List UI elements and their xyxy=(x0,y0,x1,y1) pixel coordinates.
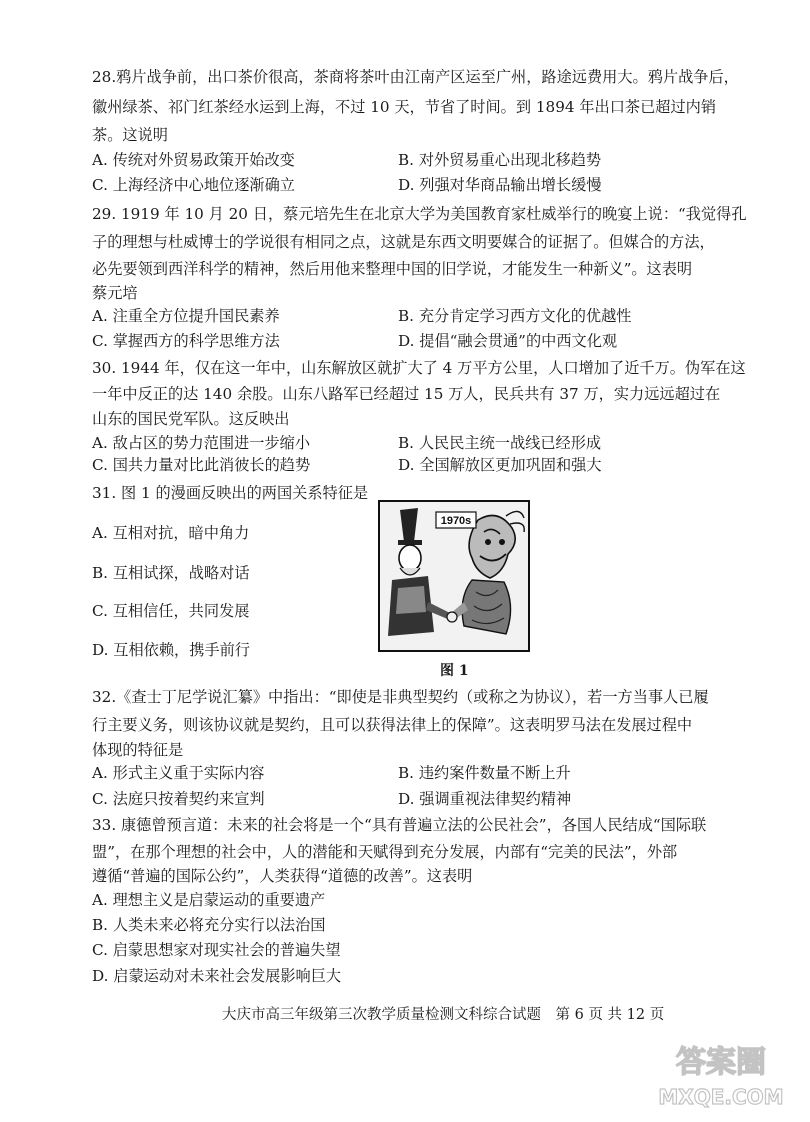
q28-line-1: 28.鸦片战争前，出口茶价很高，茶商将茶叶由江南产区运至广州，路途远费用大。鸦片战争后， xyxy=(92,68,739,86)
q33-option-b: B. 人类未来必将充分实行以法治国 xyxy=(92,916,326,934)
figure-year-label: 1970s xyxy=(440,515,472,527)
q31-line-1: 31. 图 1 的漫画反映出的两国关系特征是 xyxy=(92,484,369,502)
q31-option-c: C. 互相信任，共同发展 xyxy=(92,602,250,620)
q29-line-1: 29. 1919 年 10 月 20 日，蔡元培先生在北京大学为美国教育家杜威举行的晚宴上说：“我觉得孔 xyxy=(92,205,747,223)
q31-option-d: D. 互相依赖，携手前行 xyxy=(92,641,250,659)
q33-option-c: C. 启蒙思想家对现实社会的普遍失望 xyxy=(92,941,341,959)
cartoon-illustration xyxy=(380,502,528,650)
q32-option-c: C. 法庭只按着契约来宣判 xyxy=(92,790,265,808)
q30-option-a: A. 敌占区的势力范围进一步缩小 xyxy=(92,434,311,452)
q28-option-c: C. 上海经济中心地位逐渐确立 xyxy=(92,176,295,194)
q33-option-a: A. 理想主义是启蒙运动的重要遗产 xyxy=(92,891,326,909)
q33-line-1: 33. 康德曾预言道：未来的社会将是一个“具有普遍立法的公民社会”，各国人民结成“国际联 xyxy=(92,816,707,834)
q32-line-2: 行主要义务，则该协议就是契约，且可以获得法律上的保障”。这表明罗马法在发展过程中 xyxy=(92,716,693,734)
watermark-top: 答案圈 xyxy=(676,1045,766,1080)
q32-option-b: B. 违约案件数量不断上升 xyxy=(398,764,571,782)
q29-line-2: 子的理想与杜威博士的学说很有相同之点，这就是东西文明要媒合的证据了。但媒合的方法， xyxy=(92,233,715,251)
q29-option-c: C. 掌握西方的科学思维方法 xyxy=(92,332,280,350)
q30-option-d: D. 全国解放区更加巩固和强大 xyxy=(398,456,602,474)
q31-option-a: A. 互相对抗，暗中角力 xyxy=(92,524,250,542)
q28-option-d: D. 列强对华商品输出增长缓慢 xyxy=(398,176,602,194)
q30-option-b: B. 人民民主统一战线已经形成 xyxy=(398,434,602,452)
q28-option-b: B. 对外贸易重心出现北移趋势 xyxy=(398,151,602,169)
q29-option-b: B. 充分肯定学习西方文化的优越性 xyxy=(398,307,632,325)
q28-line-2: 徽州绿茶、祁门红茶经水运到上海，不过 10 天，节省了时间。到 1894 年出口茶已超过内销 xyxy=(92,98,717,116)
q29-line-4: 蔡元培 xyxy=(92,284,138,302)
watermark-bottom: MXQE.COM xyxy=(658,1085,784,1109)
q32-line-3: 体现的特征是 xyxy=(92,741,184,759)
q28-line-3: 茶。这说明 xyxy=(92,126,168,144)
q30-line-2: 一年中反正的达 140 余股。山东八路军已经超过 15 万人，民兵共有 37 万，实力远远超过在 xyxy=(92,385,721,403)
q32-option-a: A. 形式主义重于实际内容 xyxy=(92,764,265,782)
q32-line-1: 32.《查士丁尼学说汇纂》中指出：“即使是非典型契约（或称之为协议），若一方当事人已履 xyxy=(92,688,709,706)
q32-option-d: D. 强调重视法律契约精神 xyxy=(398,790,572,808)
q33-line-3: 遵循“普遍的国际公约”，人类获得“道德的改善”。这表明 xyxy=(92,867,473,885)
watermark-logo xyxy=(646,1032,796,1112)
q30-option-c: C. 国共力量对比此消彼长的趋势 xyxy=(92,456,311,474)
q30-line-1: 30. 1944 年，仅在这一年中，山东解放区就扩大了 4 万平方公里，人口增加了近千万。伪军在这 xyxy=(92,359,746,377)
q33-line-2: 盟”，在那个理想的社会中，人的潜能和天赋得到充分发展，内部有“完美的民法”，外部 xyxy=(92,843,678,861)
page-footer: 大庆市高三年级第三次教学质量检测文科综合试题 第 6 页 共 12 页 xyxy=(222,1007,665,1023)
q31-option-b: B. 互相试探，战略对话 xyxy=(92,564,250,582)
q29-option-d: D. 提倡“融会贯通”的中西文化观 xyxy=(398,332,618,350)
q28-option-a: A. 传统对外贸易政策开始改变 xyxy=(92,151,295,169)
q29-line-3: 必先要领到西洋科学的精神，然后用他来整理中国的旧学说，才能发生一种新义”。这表明 xyxy=(92,260,693,278)
q33-option-d: D. 启蒙运动对未来社会发展影响巨大 xyxy=(92,967,342,985)
figure-caption: 图 1 xyxy=(440,663,469,679)
cartoon-figure xyxy=(378,500,530,652)
q29-option-a: A. 注重全方位提升国民素养 xyxy=(92,307,280,325)
q30-line-3: 山东的国民党军队。这反映出 xyxy=(92,410,290,428)
